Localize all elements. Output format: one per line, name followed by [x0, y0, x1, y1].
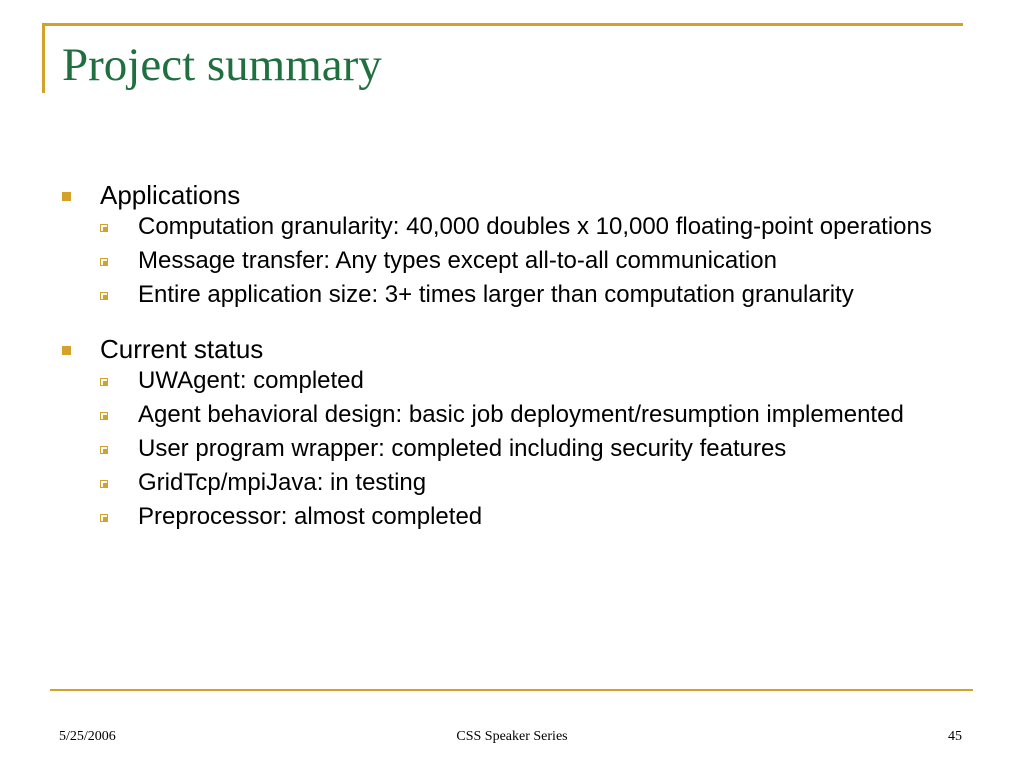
list-item: [100, 436, 962, 462]
footer-divider: [50, 689, 973, 691]
list-item-text: GridTcp/mpiJava: in testing: [138, 469, 427, 496]
footer-title: CSS Speaker Series: [456, 729, 568, 744]
list-item-text: Message transfer: Any types except all-to-all communication: [138, 247, 777, 274]
slide-title: Project summary: [62, 39, 382, 91]
left-frame-line: [42, 23, 45, 93]
list-item-text: Entire application size: 3+ times larger than computation granularity: [138, 281, 854, 308]
list-item-text: UWAgent: completed: [138, 367, 364, 394]
square-bullet-icon: [62, 192, 71, 201]
slide-content: [62, 180, 962, 556]
top-frame-line: [42, 23, 963, 26]
section-heading: [62, 180, 962, 210]
list-item: [100, 402, 962, 428]
list-item-text: Preprocessor: almost completed: [138, 503, 483, 530]
checkbox-bullet-icon: [100, 514, 108, 522]
list-item: [100, 282, 962, 308]
checkbox-bullet-icon: [100, 446, 108, 454]
list-item: [100, 368, 962, 394]
checkbox-bullet-icon: [100, 258, 108, 266]
page-number: 45: [948, 729, 962, 744]
list-item-text: Agent behavioral design: basic job deployment/resumption implemented: [138, 401, 904, 428]
square-bullet-icon: [62, 346, 71, 355]
checkbox-bullet-icon: [100, 412, 108, 420]
list-item-text: User program wrapper: completed including security features: [138, 435, 787, 462]
footer-date: 5/25/2006: [59, 729, 116, 744]
section-applications: [62, 180, 962, 308]
checkbox-bullet-icon: [100, 480, 108, 488]
list-item-text: Computation granularity: 40,000 doubles x 10,000 floating-point operations: [138, 213, 932, 240]
list-item: [100, 470, 962, 496]
sub-bullet-list: [62, 214, 962, 308]
section-heading-text: Current status: [100, 334, 264, 364]
list-item: [100, 248, 962, 274]
list-item: [100, 504, 962, 530]
section-heading: [62, 334, 962, 364]
section-heading-text: Applications: [100, 180, 241, 210]
sub-bullet-list: [62, 368, 962, 530]
list-item: [100, 214, 962, 240]
checkbox-bullet-icon: [100, 378, 108, 386]
checkbox-bullet-icon: [100, 292, 108, 300]
checkbox-bullet-icon: [100, 224, 108, 232]
section-current-status: [62, 334, 962, 530]
